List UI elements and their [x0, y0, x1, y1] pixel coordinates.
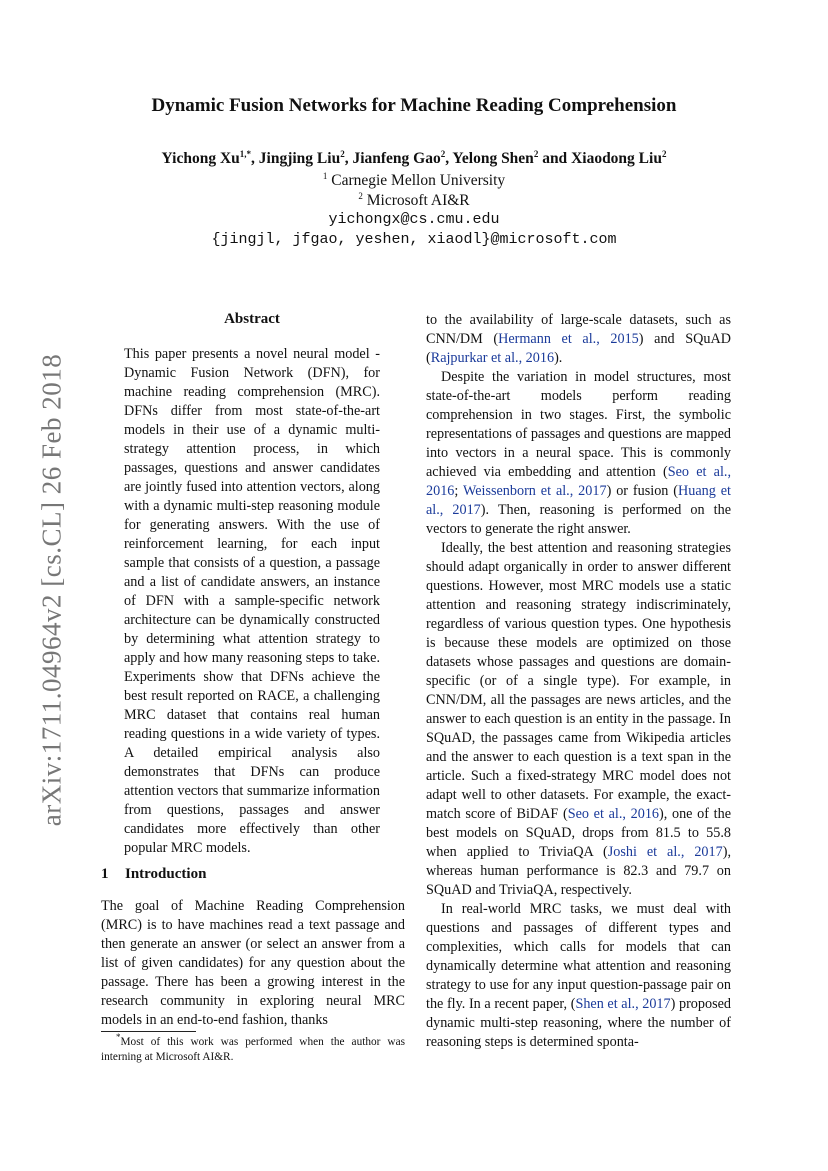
text-span: ).: [554, 350, 563, 366]
citation-link[interactable]: Rajpurkar et al., 2016: [430, 350, 555, 366]
text-span: ) or fusion (: [606, 483, 679, 499]
text-span: ). Then, reasoning is performed on the vectors to generate the right answer.: [426, 502, 731, 537]
text-span: ), whereas human performance is 82.3 and 79.7 on SQuAD and TriviaQA, respectively.: [426, 844, 731, 898]
text-span: In real-world MRC tasks, we must deal with questions and passages of different types and complexities, which calls for models that can dynamically determine what attention and reasoning strategy to use for any input question-passage pair on the fly. In a recent paper, (: [426, 901, 731, 1012]
section-title: Introduction: [125, 866, 207, 882]
paragraph-text: The goal of Machine Reading Comprehension (MRC) is to have machines read a text passage and then generate an answer (or select an answer from a list of given candidates) for any question about the passage. There has been a growing interest in the research community in exploring neural MRC models in an end-to-end fashion, thanks: [101, 898, 405, 1028]
citation-link[interactable]: Huang et al., 2017: [426, 483, 731, 518]
text-span: Ideally, the best attention and reasoning strategies should adapt organically in order to answer different questions. However, most MRC models use a static attention and reasoning strategy indiscriminately, regardless of various question types. One hypothesis is because these models are optimized on those datasets whose passages and questions are domain-specific (or of a single type). For example, in CNN/DM, all the passages are news articles, and the answer to each question is an entity in the passage. In SQuAD, the passages came from Wikipedia articles and the answer to each question is a text span in the article. Such a fixed-strategy MRC model does not adapt well to other datasets. For example, the exact-match score of BiDAF (: [426, 540, 731, 822]
affiliation-microsoft: [0, 192, 828, 210]
citation-link[interactable]: Hermann et al., 2015: [498, 331, 639, 347]
abstract-text: This paper presents a novel neural model - Dynamic Fusion Network (DFN), for machine reading comprehension (MRC). DFNs differ from most state-of-the-art models in their use of a dynamic multi-strategy attention process, in which passages, questions and answer candidates are jointly fused into attention vectors, along with a dynamic multi-step reasoning module for generating answers. With the use of reinforcement learning, for each input sample that consists of a question, a passage and a list of candidate answers, an instance of DFN with a sample-specific network architecture can be dynamically constructed by determining what attention strategy to apply and how many reasoning steps to take. Experiments show that DFNs achieve the best result reported on RACE, a challenging MRC dataset that contains real human reading questions in a wide variety of types. A detailed empirical analysis also demonstrates that DFNs can produce attention vectors that summarize information from questions, passages and answer candidates more effectively than other popular MRC models.: [124, 346, 380, 856]
text-span: ) proposed dynamic multi-step reasoning, where the number of reasoning steps is determined sponta-: [426, 996, 731, 1050]
citation-link[interactable]: Weissenborn et al., 2017: [462, 483, 607, 499]
author-name: Jianfeng Gao: [352, 150, 441, 167]
author-name: Xiaodong Liu: [571, 150, 662, 167]
author-list: Yichong $Xu^{1,*}$, Jingjing Liu$^2$, Jianfeng Gao$^2$, Yelong Shen$^2$ and Xiaodong Liu$^2$: [161, 148, 667, 167]
author-name: Jingjing Liu: [258, 150, 341, 167]
text-span: ), one of the best models on SQuAD, drops from 81.5 to 55.8 when applied to TriviaQA (: [426, 806, 731, 860]
author-name: Yelong Shen: [452, 150, 534, 167]
author-affiliation-mark: 2: [533, 148, 539, 159]
affiliation-cmu: [0, 172, 828, 190]
citation-link[interactable]: Seo et al., 2016: [426, 464, 732, 499]
paragraph: [426, 368, 731, 539]
section-number: 1: [101, 866, 109, 882]
arxiv-identifier: arXiv:1711.04964v2 [cs.CL] 26 Feb 2018: [36, 353, 67, 827]
author-conjunction: and: [542, 150, 568, 167]
affiliation-name: Microsoft AI&R: [366, 192, 470, 209]
footnote-mark: *: [116, 1032, 121, 1043]
footnote-text: Most of this work was performed when the author was interning at Microsoft AI&R.: [101, 1036, 405, 1063]
citation-link[interactable]: Shen et al., 2017: [575, 996, 671, 1012]
citation-link[interactable]: Seo et al., 2016: [567, 806, 660, 822]
paragraph: [426, 311, 731, 368]
text-span: ;: [454, 483, 463, 499]
author-affiliation-mark: 2: [340, 148, 345, 159]
author-affiliation-mark: 1,*: [239, 148, 252, 159]
author-affiliation-mark: 2: [661, 148, 667, 159]
citation-link[interactable]: Joshi et al., 2017: [607, 844, 723, 860]
paper-title: Dynamic Fusion Networks for Machine Reading Comprehension: [151, 95, 677, 116]
email-cmu: yichongx@cs.cmu.edu: [328, 211, 500, 228]
affiliation-name: Carnegie Mellon University: [331, 172, 506, 189]
affiliation-mark: 1: [322, 170, 328, 181]
text-span: ) and SQuAD (: [426, 331, 731, 366]
abstract-heading: Abstract: [224, 311, 280, 327]
paragraph: [426, 539, 731, 900]
section-heading-introduction: [101, 866, 206, 883]
email-microsoft: {jingjl, jfgao, yeshen, xiaodl}@microsoft.com: [211, 231, 617, 248]
right-column: [426, 311, 731, 1052]
intro-paragraph: [101, 897, 405, 1030]
paragraph: [426, 900, 731, 1052]
author-affiliation-mark: 2: [440, 148, 446, 159]
text-span: Despite the variation in model structures, most state-of-the-art models perform reading comprehension in two stages. First, the symbolic representations of passages and questions are mapped into vectors in a neural space. This is commonly achieved via embedding and attention (: [426, 369, 731, 480]
affiliation-mark: 2: [358, 190, 363, 201]
author-name: Yichong Xu: [161, 150, 240, 167]
footnote: [101, 1032, 405, 1065]
text-span: to the availability of large-scale datasets, such as CNN/DM (: [426, 312, 731, 347]
